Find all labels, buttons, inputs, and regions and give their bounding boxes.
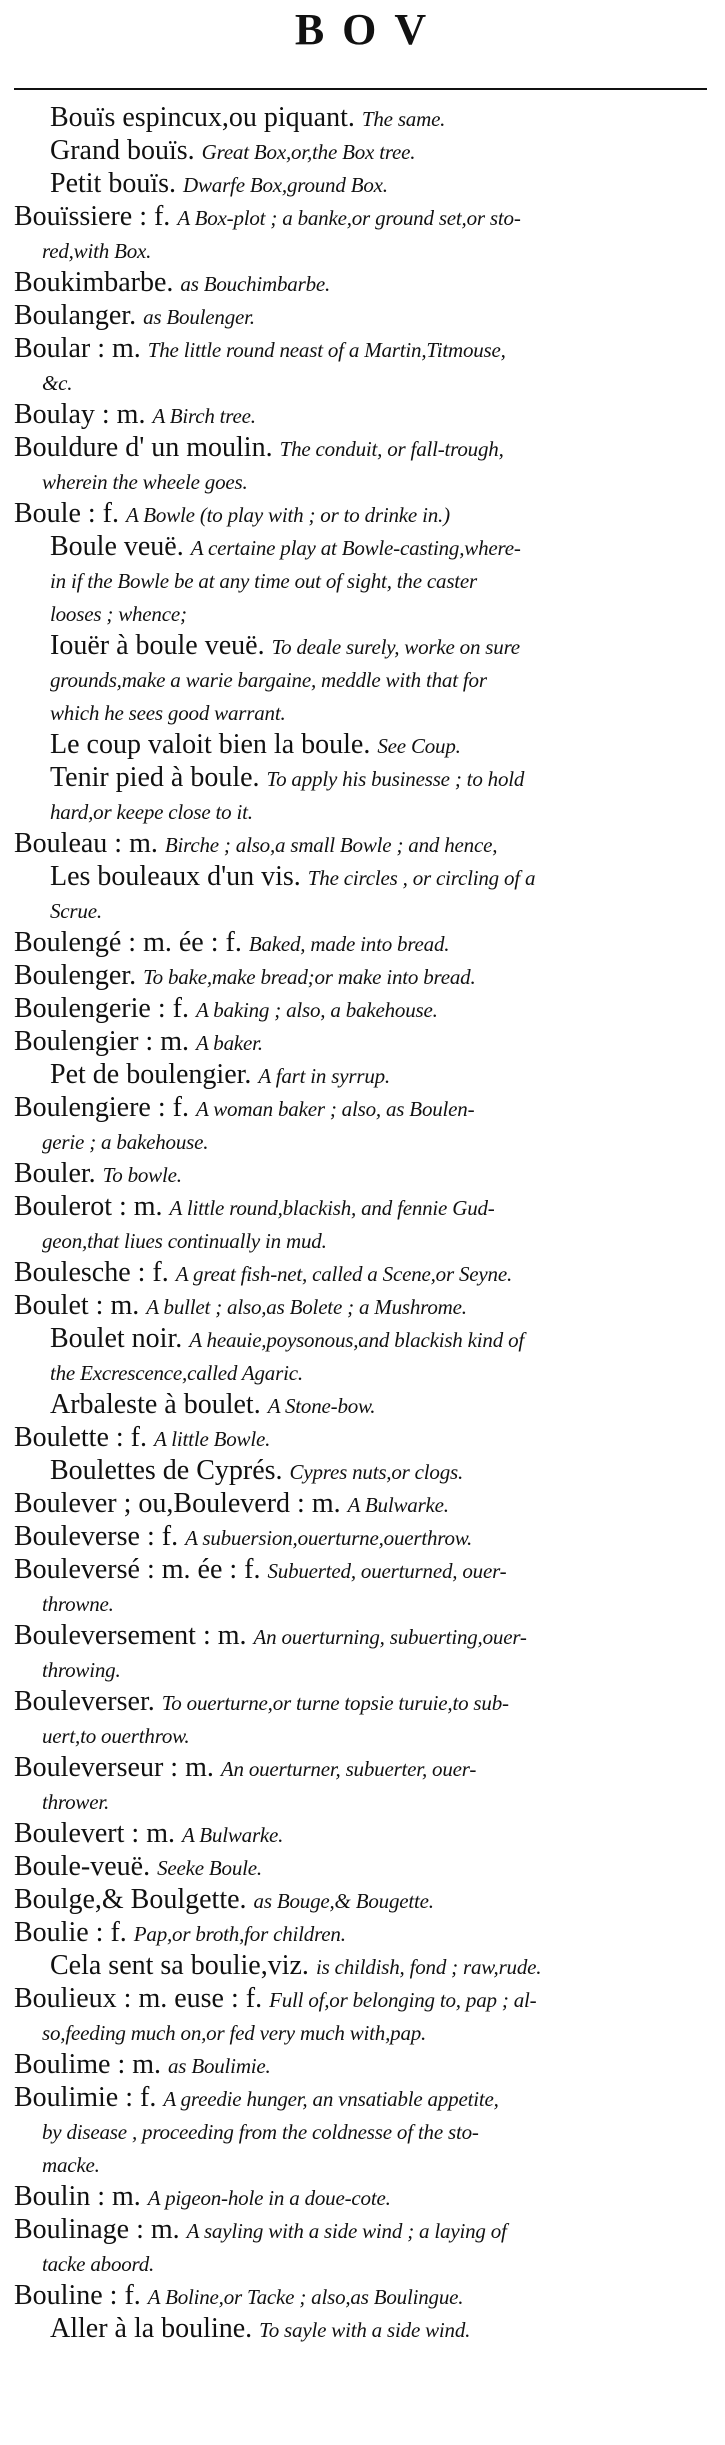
entry-gloss: To deale surely, worke on sure (271, 635, 520, 659)
dictionary-entry (14, 1851, 707, 1884)
dictionary-entry (14, 1389, 707, 1422)
entry-headword: Boule : f. (14, 498, 126, 529)
entry-gloss: tacke aboord. (42, 2252, 155, 2276)
dictionary-entry (14, 1620, 707, 1653)
entry-headword: Cela sent sa boulie,viz. (50, 1950, 316, 1981)
entry-gloss: An ouerturner, subuerter, ouer- (220, 1757, 477, 1781)
entry-gloss: A little round,blackish, and fennie Gud- (169, 1196, 495, 1220)
entry-gloss: Scrue. (50, 899, 102, 923)
entry-gloss: throwing. (42, 1658, 121, 1682)
entry-headword: Boulinage : m. (14, 2214, 187, 2245)
dictionary-entry (14, 2181, 707, 2214)
entry-gloss: A heauie,poysonous,and blackish kind of (189, 1328, 524, 1352)
entry-gloss: To bowle. (102, 1163, 182, 1187)
entry-headword: Boulengé : m. ée : f. (14, 927, 249, 958)
entry-continuation (14, 1356, 707, 1389)
entry-gloss: A subuersion,ouerturne,ouerthrow. (185, 1526, 473, 1550)
entry-headword: Iouër à boule veuë. (50, 630, 272, 661)
entry-gloss: A great fish-net, called a Scene,or Seyne. (175, 1262, 512, 1286)
entry-continuation (14, 1224, 707, 1257)
entry-gloss: macke. (42, 2153, 100, 2177)
entry-gloss: wherein the wheele goes. (42, 470, 248, 494)
dictionary-entry (14, 135, 707, 168)
dictionary-entry (14, 432, 707, 465)
entry-headword: Boulengerie : f. (14, 993, 196, 1024)
entry-gloss: Baked, made into bread. (248, 932, 450, 956)
entry-headword: Boulge,& Boulgette. (14, 1884, 254, 1915)
entry-gloss: A Box-plot ; a banke,or ground set,or sto- (177, 206, 521, 230)
dictionary-entry (14, 927, 707, 960)
entry-continuation (14, 2148, 707, 2181)
dictionary-entry (14, 2049, 707, 2082)
dictionary-entry (14, 2214, 707, 2247)
entry-gloss: uert,to ouerthrow. (42, 1724, 190, 1748)
entry-gloss: The conduit, or fall-trough, (279, 437, 504, 461)
entry-gloss: gerie ; a bakehouse. (42, 1130, 209, 1154)
entry-headword: Boulever ; ou,Bouleverd : m. (14, 1488, 348, 1519)
entry-continuation (14, 366, 707, 399)
entry-headword: Boulime : m. (14, 2049, 168, 2080)
entry-gloss: A Bowle (to play with ; or to drinke in.) (126, 503, 450, 527)
dictionary-entry (14, 1521, 707, 1554)
entry-headword: Bouleverse : f. (14, 1521, 186, 1552)
entry-headword: Boulin : m. (14, 2181, 148, 2212)
entry-gloss: in if the Bowle be at any time out of sight, the caster (50, 569, 478, 593)
entry-headword: Boule veuë. (50, 531, 191, 562)
dictionary-entry (14, 498, 707, 531)
dictionary-entry (14, 1455, 707, 1488)
entry-continuation (14, 1653, 707, 1686)
entry-headword: Bouleversement : m. (14, 1620, 254, 1651)
entry-headword: Boulerot : m. (14, 1191, 170, 1222)
dictionary-entry (14, 1158, 707, 1191)
entry-gloss: To sayle with a side wind. (259, 2318, 471, 2342)
dictionary-entry (14, 1059, 707, 1092)
entry-gloss: Pap,or broth,for children. (133, 1922, 346, 1946)
entry-gloss: The circles , or circling of a (307, 866, 536, 890)
entry-headword: Bouïssiere : f. (14, 201, 178, 232)
entry-continuation (14, 894, 707, 927)
entry-headword: Boule-veuë. (14, 1851, 158, 1882)
entry-headword: Boulette : f. (14, 1422, 154, 1453)
entry-gloss: Great Box,or,the Box tree. (201, 140, 416, 164)
entry-headword: Bouleau : m. (14, 828, 165, 859)
entry-continuation (14, 1125, 707, 1158)
entry-gloss: by disease , proceeding from the coldnesse of the sto- (42, 2120, 479, 2144)
entry-gloss: A greedie hunger, an vnsatiable appetite, (163, 2087, 499, 2111)
entry-gloss: A Bulwarke. (347, 1493, 449, 1517)
entry-headword: Arbaleste à boulet. (50, 1389, 268, 1420)
entry-headword: Tenir pied à boule. (50, 762, 267, 793)
entry-headword: Boulettes de Cyprés. (50, 1455, 290, 1486)
entry-headword: Bouleverseur : m. (14, 1752, 221, 1783)
entry-headword: Bouline : f. (14, 2280, 148, 2311)
entry-headword: Boulet noir. (50, 1323, 190, 1354)
dictionary-entry (14, 1026, 707, 1059)
entry-gloss: A Birch tree. (152, 404, 256, 428)
dictionary-entry (14, 861, 707, 894)
dictionary-entry (14, 1554, 707, 1587)
entry-gloss: &c. (42, 371, 73, 395)
entry-continuation (14, 234, 707, 267)
entry-headword: Boulesche : f. (14, 1257, 176, 1288)
entry-headword: Petit bouïs. (50, 168, 184, 199)
entry-headword: Boulay : m. (14, 399, 153, 430)
dictionary-entry (14, 1884, 707, 1917)
dictionary-entry (14, 1818, 707, 1851)
dictionary-entry (14, 2280, 707, 2313)
entry-gloss: looses ; whence; (50, 602, 187, 626)
entry-continuation (14, 696, 707, 729)
entry-continuation (14, 1719, 707, 1752)
entry-continuation (14, 597, 707, 630)
entry-gloss: A baking ; also, a bakehouse. (195, 998, 438, 1022)
entry-headword: Aller à la bouline. (50, 2313, 260, 2344)
entry-gloss: A fart in syrrup. (258, 1064, 390, 1088)
entry-continuation (14, 465, 707, 498)
entry-gloss: An ouerturning, subuerting,ouer- (253, 1625, 527, 1649)
entry-gloss: geon,that liues continually in mud. (42, 1229, 327, 1253)
dictionary-entry (14, 1422, 707, 1455)
entry-gloss: A baker. (195, 1031, 263, 1055)
entry-continuation (14, 2115, 707, 2148)
dictionary-entry (14, 1488, 707, 1521)
entry-gloss: A Bulwarke. (181, 1823, 284, 1847)
entry-headword: Bouleversé : m. ée : f. (14, 1554, 268, 1585)
entry-list (14, 102, 707, 2346)
entry-gloss: Dwarfe Box,ground Box. (183, 173, 388, 197)
entry-gloss: A certaine play at Bowle-casting,where- (190, 536, 521, 560)
dictionary-entry (14, 960, 707, 993)
entry-headword: Les bouleaux d'un vis. (50, 861, 308, 892)
dictionary-entry (14, 993, 707, 1026)
entry-headword: Bouïs espincux,ou piquant. (50, 102, 362, 133)
entry-gloss: Birche ; also,a small Bowle ; and hence, (164, 833, 498, 857)
dictionary-entry (14, 1917, 707, 1950)
entry-continuation (14, 1587, 707, 1620)
entry-gloss: grounds,make a warie bargaine, meddle with that for (50, 668, 487, 692)
entry-gloss: See Coup. (377, 734, 461, 758)
dictionary-entry (14, 168, 707, 201)
entry-gloss: To bake,make bread;or make into bread. (143, 965, 476, 989)
dictionary-entry (14, 1983, 707, 2016)
entry-gloss: The little round neast of a Martin,Titmouse, (147, 338, 506, 362)
entry-headword: Bouleverser. (14, 1686, 162, 1717)
header-rule (14, 88, 707, 90)
dictionary-entry (14, 267, 707, 300)
dictionary-entry (14, 1686, 707, 1719)
entry-gloss: Cypres nuts,or clogs. (289, 1460, 464, 1484)
entry-headword: Grand bouïs. (50, 135, 202, 166)
entry-headword: Boukimbarbe. (14, 267, 181, 298)
entry-gloss: The same. (361, 107, 446, 131)
entry-headword: Pet de boulengier. (50, 1059, 259, 1090)
entry-gloss: A sayling with a side wind ; a laying of (186, 2219, 507, 2243)
dictionary-entry (14, 201, 707, 234)
entry-gloss: as Boulenger. (143, 305, 255, 329)
entry-headword: Boular : m. (14, 333, 148, 364)
entry-gloss: To apply his businesse ; to hold (266, 767, 525, 791)
entry-headword: Boulanger. (14, 300, 144, 331)
entry-gloss: A Stone-bow. (267, 1394, 376, 1418)
dictionary-entry (14, 1191, 707, 1224)
entry-gloss: throwne. (42, 1592, 114, 1616)
entry-gloss: A Boline,or Tacke ; also,as Boulingue. (147, 2285, 464, 2309)
dictionary-entry (14, 1323, 707, 1356)
entry-gloss: is childish, fond ; raw,rude. (315, 1955, 542, 1979)
dictionary-entry (14, 333, 707, 366)
entry-gloss: as Boulimie. (168, 2054, 271, 2078)
entry-headword: Boulevert : m. (14, 1818, 182, 1849)
entry-headword: Boulengiere : f. (14, 1092, 196, 1123)
entry-gloss: A pigeon-hole in a doue-cote. (147, 2186, 391, 2210)
entry-continuation (14, 2247, 707, 2280)
entry-gloss: red,with Box. (42, 239, 152, 263)
entry-headword: Boulenger. (14, 960, 144, 991)
dictionary-entry (14, 1752, 707, 1785)
entry-headword: Boulengier : m. (14, 1026, 196, 1057)
dictionary-entry (14, 1290, 707, 1323)
entry-gloss: as Bouge,& Bougette. (253, 1889, 434, 1913)
dictionary-entry (14, 1092, 707, 1125)
running-head: BOV (294, 5, 445, 54)
entry-headword: Bouldure d' un moulin. (14, 432, 280, 463)
entry-gloss: A bullet ; also,as Bolete ; a Mushrome. (146, 1295, 467, 1319)
entry-gloss: Full of,or belonging to, pap ; al- (269, 1988, 537, 2012)
dictionary-entry (14, 2082, 707, 2115)
entry-gloss: thrower. (42, 1790, 110, 1814)
entry-gloss: the Excrescence,called Agaric. (50, 1361, 303, 1385)
entry-continuation (14, 2016, 707, 2049)
dictionary-entry (14, 630, 707, 663)
entry-gloss: which he sees good warrant. (50, 701, 286, 725)
entry-gloss: A woman baker ; also, as Boulen- (195, 1097, 475, 1121)
entry-continuation (14, 1785, 707, 1818)
entry-gloss: hard,or keepe close to it. (50, 800, 253, 824)
dictionary-entry (14, 762, 707, 795)
entry-headword: Boulieux : m. euse : f. (14, 1983, 270, 2014)
dictionary-entry (14, 1950, 707, 1983)
entry-headword: Boulet : m. (14, 1290, 147, 1321)
entry-gloss: To ouerturne,or turne topsie turuie,to sub- (161, 1691, 509, 1715)
dictionary-entry (14, 729, 707, 762)
dictionary-entry (14, 828, 707, 861)
dictionary-entry (14, 531, 707, 564)
entry-continuation (14, 564, 707, 597)
dictionary-entry (14, 102, 707, 135)
entry-headword: Boulie : f. (14, 1917, 134, 1948)
dictionary-entry (14, 2313, 707, 2346)
entry-gloss: Seeke Boule. (157, 1856, 262, 1880)
dictionary-entry (14, 300, 707, 333)
dictionary-entry (14, 399, 707, 432)
entry-headword: Le coup valoit bien la boule. (50, 729, 378, 760)
entry-gloss: so,feeding much on,or fed very much with,pap. (42, 2021, 427, 2045)
entry-gloss: as Bouchimbarbe. (180, 272, 331, 296)
entry-headword: Bouler. (14, 1158, 103, 1189)
entry-gloss: Subuerted, ouerturned, ouer- (267, 1559, 507, 1583)
entry-continuation (14, 663, 707, 696)
entry-headword: Boulimie : f. (14, 2082, 164, 2113)
dictionary-entry (14, 1257, 707, 1290)
entry-continuation (14, 795, 707, 828)
entry-gloss: A little Bowle. (153, 1427, 271, 1451)
